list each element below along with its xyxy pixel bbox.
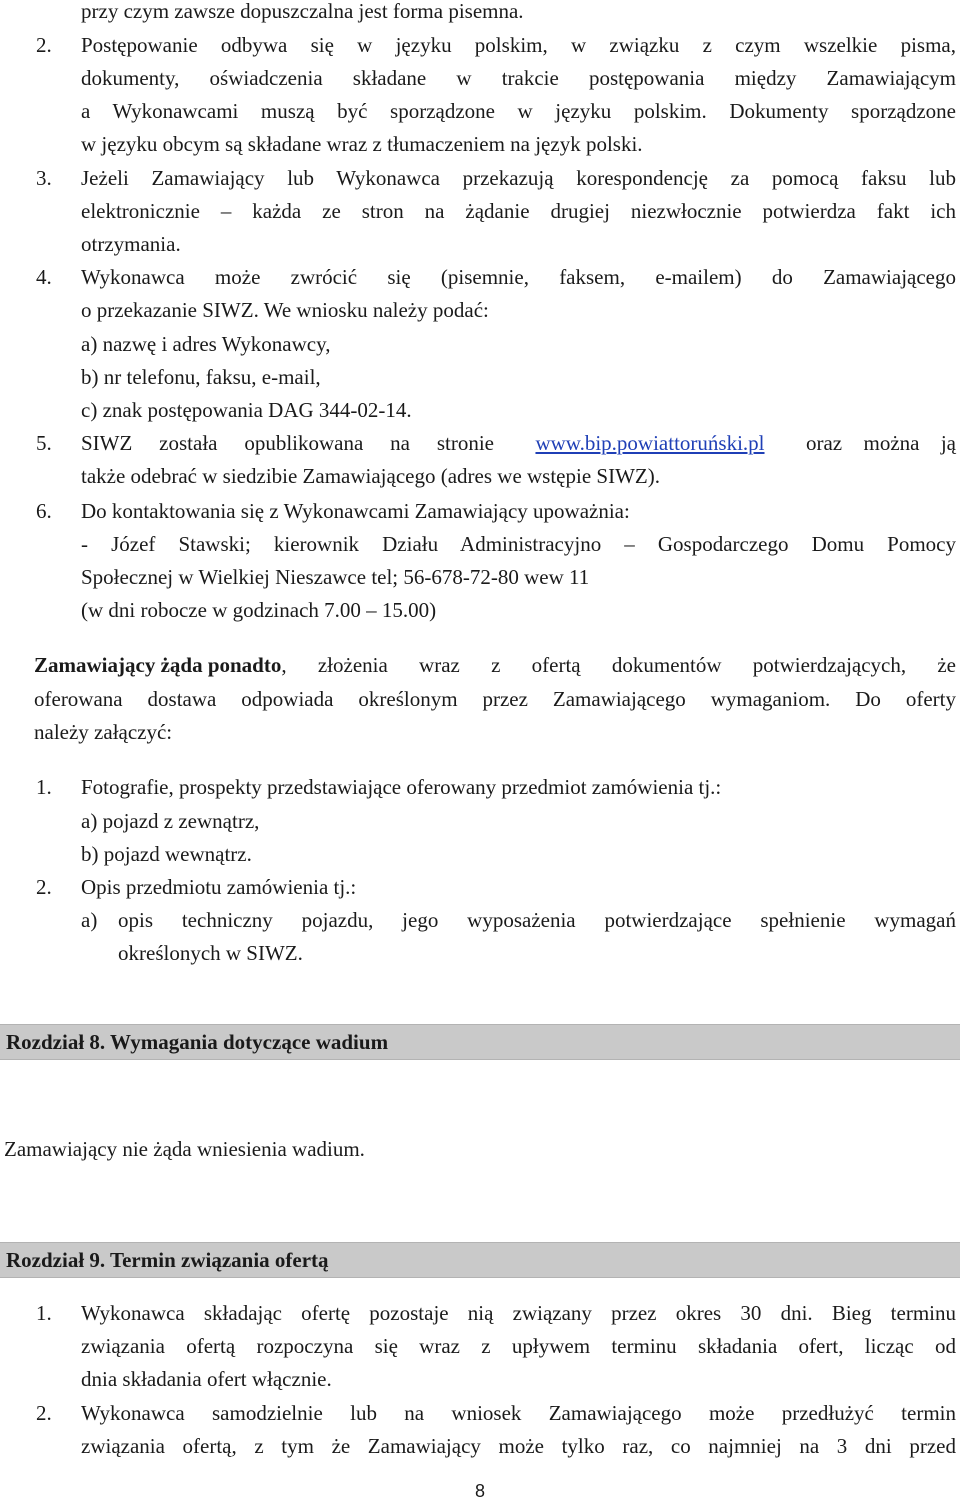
list-number: 4. (36, 265, 52, 289)
emphasis-text: Zamawiający żąda ponadto (34, 653, 282, 677)
paragraph-line: dnia składania ofert włącznie. (81, 1367, 332, 1391)
list-number: 2. (36, 33, 52, 57)
list-number: 5. (36, 431, 52, 455)
paragraph-line: SIWZ została opublikowana na stronie www.bip.powiattoruński.pl oraz można ją (81, 428, 956, 459)
paragraph-line: , złożenia wraz z ofertą dokumentów potwierdzających, że (281, 653, 956, 677)
paragraph-line: Jeżeli Zamawiający lub Wykonawca przekazują korespondencję za pomocą faksu lub (81, 166, 956, 190)
paragraph-line: Wykonawca składając ofertę pozostaje nią związany przez okres 30 dni. Bieg terminu (81, 1301, 956, 1325)
paragraph-line: a Wykonawcami muszą być sporządzone w języku polskim. Dokumenty sporządzone (81, 99, 956, 123)
sub-item: określonych w SIWZ. (118, 941, 303, 965)
paragraph-line: Wykonawca samodzielnie lub na wniosek Zamawiającego może przedłużyć termin (81, 1401, 956, 1425)
paragraph-line: Społecznej w Wielkiej Nieszawce tel; 56-678-72-80 wew 11 (81, 565, 590, 589)
paragraph-line: Do kontaktowania się z Wykonawcami Zamawiający upoważnia: (81, 499, 630, 523)
paragraph-line: elektronicznie – każda ze stron na żądanie drugiej niezwłocznie potwierdza fakt ich (81, 199, 956, 223)
sub-item: a) nazwę i adres Wykonawcy, (81, 332, 331, 356)
sub-item: b) pojazd wewnątrz. (81, 842, 252, 866)
chapter-9-heading: Rozdział 9. Termin związania ofertą (0, 1242, 960, 1278)
list-number: 1. (36, 775, 52, 799)
paragraph-line: otrzymania. (81, 232, 181, 256)
paragraph-line: (w dni robocze w godzinach 7.00 – 15.00) (81, 598, 437, 622)
list-number: 1. (36, 1301, 52, 1325)
sub-item: b) nr telefonu, faksu, e-mail, (81, 365, 321, 389)
list-number: 6. (36, 499, 52, 523)
list-number: 2. (36, 1401, 52, 1425)
list-item-text: Fotografie, prospekty przedstawiające oferowany przedmiot zamówienia tj.: (81, 775, 722, 799)
chapter-8-heading: Rozdział 8. Wymagania dotyczące wadium (0, 1024, 960, 1060)
paragraph-line: oferowana dostawa odpowiada określonym przez Zamawiającego wymaganiom. Do oferty (34, 687, 956, 711)
paragraph-line: związania ofertą rozpoczyna się wraz z upływem terminu składania ofert, licząc od (81, 1334, 956, 1358)
paragraph-line: także odebrać w siedzibie Zamawiającego (adres we wstępie SIWZ). (81, 464, 660, 488)
paragraph-line: - Józef Stawski; kierownik Działu Administracyjno – Gospodarczego Domu Pomocy (81, 532, 956, 556)
sub-item-marker: a) (81, 908, 98, 932)
list-number: 3. (36, 166, 52, 190)
paragraph-line: związania ofertą, z tym że Zamawiający może tylko raz, co najmniej na 3 dni przed (81, 1434, 956, 1458)
page-number: 8 (474, 1481, 485, 1501)
sub-item: c) znak postępowania DAG 344-02-14. (81, 398, 412, 422)
website-link[interactable]: www.bip.powiattoruński.pl (535, 431, 765, 455)
paragraph-line: Postępowanie odbywa się w języku polskim, w związku z czym wszelkie pisma, (81, 33, 956, 57)
paragraph-line: w języku obcym są składane wraz z tłumaczeniem na język polski. (81, 132, 643, 156)
paragraph-line: dokumenty, oświadczenia składane w trakcie postępowania między Zamawiającym (81, 66, 956, 90)
list-item-text: Opis przedmiotu zamówienia tj.: (81, 875, 357, 899)
paragraph-line: o przekazanie SIWZ. We wniosku należy podać: (81, 298, 489, 322)
paragraph-line: należy załączyć: (34, 720, 173, 744)
sub-item: a) pojazd z zewnątrz, (81, 809, 260, 833)
paragraph-line: Wykonawca może zwrócić się (pisemnie, faksem, e-mailem) do Zamawiającego (81, 265, 956, 289)
list-number: 2. (36, 875, 52, 899)
sub-item: opis techniczny pojazdu, jego wyposażenia potwierdzające spełnienie wymagań (118, 908, 956, 932)
